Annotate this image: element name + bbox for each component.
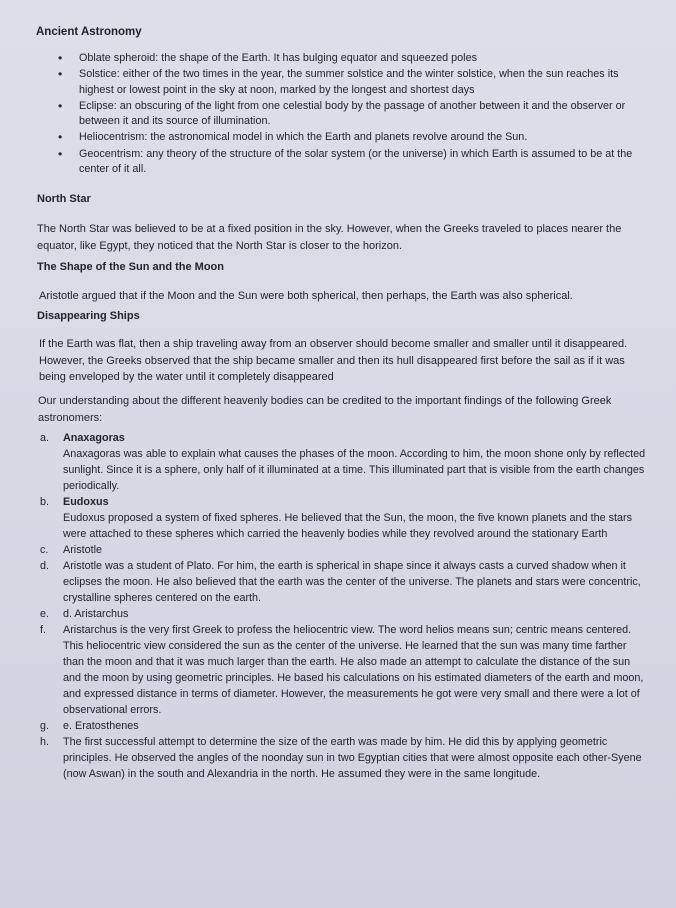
item-text: Anaxagoras was able to explain what causes the phases of the moon. According to him, the moon shone only by reflected sunlight. Since it is a sphere, only half of it illuminated at a time. This illuminated part that is visible from the earth changes periodically.: [63, 448, 646, 492]
ships-paragraph: If the Earth was flat, then a ship traveling away from an observer should become smaller and smaller until it disappeared. However, the Greeks observed that the ship became smaller and then its hull disappeared first before the sail as if it was being enveloped by the water until it completely disappeared: [39, 338, 628, 383]
list-item: • Oblate spheroid: the shape of the Earth. It has bulging equator and squeezed poles: [58, 51, 477, 65]
item-title: Eudoxus: [63, 496, 109, 508]
list-marker: a.: [40, 432, 50, 444]
list-marker: g.: [40, 720, 50, 732]
list-item: [40, 542, 646, 558]
item-text: Aristotle: [63, 544, 103, 556]
shape-paragraph: Aristotle argued that if the Moon and the Sun were both spherical, then perhaps, the Earth was also spherical.: [39, 290, 573, 302]
section-heading-ships: Disappearing Ships: [37, 310, 140, 322]
list-marker: b.: [40, 496, 50, 508]
item-text: d. Aristarchus: [63, 608, 129, 620]
north-star-paragraph: The North Star was believed to be at a fixed position in the sky. However, when the Greeks traveled to places nearer the equator, like Egypt, they noticed that the North Star is closer to the horizon.: [37, 223, 622, 252]
item-text: Aristotle was a student of Plato. For him, the earth is spherical in shape since it always casts a curved shadow when it eclipses the moon. He also believed that the earth was the center of the universe. The planets and stars were concentric, crystalline spheres centered on the earth.: [63, 560, 641, 604]
list-marker: e.: [40, 608, 50, 620]
item-text: The first successful attempt to determine the size of the earth was made by him. He did this by applying geometric principles. He observed the angles of the noonday sun in two Egyptian cities that were almost opposite each other-Syene (now Aswan) in the south and Alexandria in the north. He assumed they were in the same longitude.: [63, 736, 642, 780]
list-item: [40, 430, 646, 494]
intro-paragraph: Our understanding about the different heavenly bodies can be credited to the important findings of the following Greek astronomers:: [38, 395, 612, 424]
bullet-icon: •: [58, 51, 63, 65]
list-item: • Heliocentrism: the astronomical model in which the Earth and planets revolve around the Sun.: [58, 130, 528, 145]
definition-list: [55, 51, 655, 178]
list-item: [40, 494, 646, 542]
list-item: [40, 718, 646, 734]
item-title: Anaxagoras: [63, 432, 125, 444]
item-text: Eudoxus proposed a system of fixed spheres. He believed that the Sun, the moon, the five known planets and the stars were attached to these spheres which carried the heavenly bodies while they revolved around the stationary Earth: [63, 512, 632, 540]
list-item: • Solstice: either of the two times in the year, the summer solstice and the winter solstice, when the sun reaches its highest or lowest point in the sky at noon, marked by the longest and shortest days: [58, 67, 619, 96]
list-marker: c.: [40, 544, 49, 556]
bullet-icon: •: [58, 67, 63, 82]
astronomers-list: [40, 430, 646, 782]
bullet-icon: •: [58, 130, 63, 145]
list-item: [40, 622, 646, 718]
bullet-icon: •: [58, 146, 63, 161]
list-item: [40, 558, 646, 606]
page-title: Ancient Astronomy: [36, 26, 142, 38]
list-marker: d.: [40, 560, 50, 572]
list-item: [40, 606, 646, 622]
item-text: e. Eratosthenes: [63, 720, 139, 732]
section-heading-shape: The Shape of the Sun and the Moon: [37, 261, 224, 273]
list-item: • Eclipse: an obscuring of the light from one celestial body by the passage of another between it and the observer or between it and its source of illumination.: [58, 98, 626, 128]
bullet-icon: •: [58, 98, 63, 113]
list-marker: f.: [40, 624, 46, 636]
section-heading-north-star: North Star: [37, 193, 91, 205]
list-marker: h.: [40, 736, 50, 748]
list-item: • Geocentrism: any theory of the structure of the solar system (or the universe) in which Earth is assumed to be at the center of it all.: [58, 146, 633, 176]
list-item: [40, 734, 646, 782]
item-text: Aristarchus is the very first Greek to profess the heliocentric view. The word helios means sun; centric means centered. This heliocentric view considered the sun as the center of the universe. He learned that the sun was many time farther than the moon and that it was much larger than the earth. He also made an attempt to calculate the distance of the sun and the moon by using geometric principles. He based his calculations on his estimated diameters of the earth and moon, and expressed distance in terms of diameter. However, the measurements he got were very small and there were a lot of observational errors.: [63, 624, 644, 716]
